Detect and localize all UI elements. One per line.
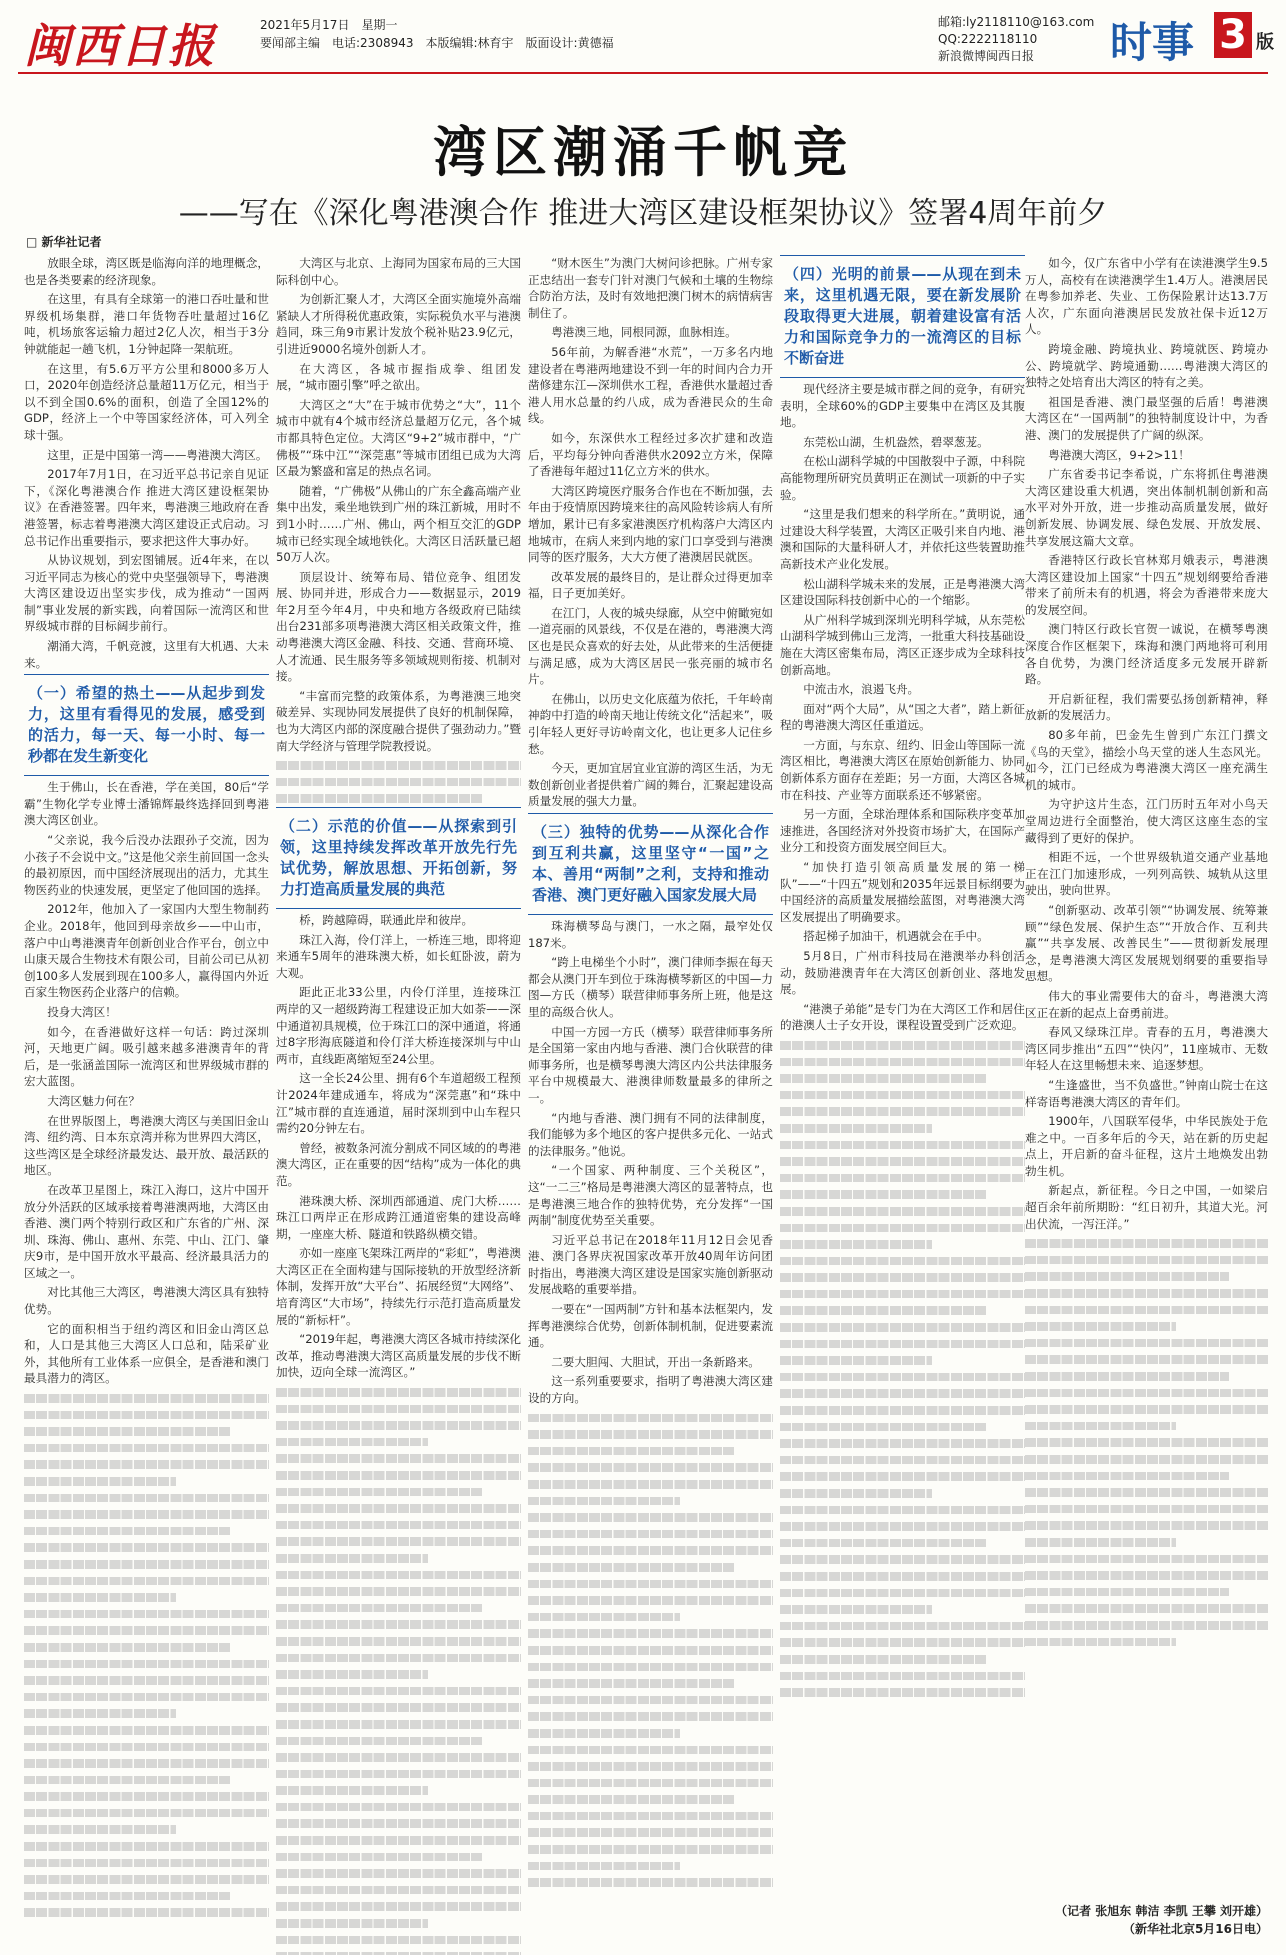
text-line — [1025, 1468, 1229, 1485]
paragraph: 这一全长24公里、拥有6个车道超级工程预计2024年建成通车，将成为“深莞惠”和“珠中江”城市群的直连通道，届时深圳到中山车程只需约20分钟左右。 — [276, 1071, 521, 1136]
text-line — [780, 1120, 932, 1137]
paragraph: 这里，正是中国第一湾——粤港澳大湾区。 — [47, 447, 268, 462]
text-line — [528, 1725, 680, 1742]
text-line — [276, 1882, 521, 1899]
text-line — [276, 1948, 521, 1955]
text-line — [24, 1755, 269, 1772]
paragraph: 它的面积相当于纽约湾区和旧金山湾区总和，人口是其他三大湾区人口总和，陆采矿业外，其他所有工业体系一应俱全，是香港和澳门最具潜力的湾区。 — [24, 1321, 269, 1386]
text-line — [1025, 1534, 1176, 1551]
paragraph: 在松山湖科学城的中国散裂中子源，中科院高能物理所研究员黄明正在测试一项新的中子实验。 — [780, 454, 1025, 502]
text-line — [276, 1749, 521, 1766]
text-line — [276, 1716, 521, 1733]
paragraph: “一个国家、两种制度、三个关税区”，这“一二三”格局是粤港澳大湾区的显著特点，也是粤港澳三地合作的独特优势，充分发挥“一国两制”制度优势至关重要。 — [528, 1163, 773, 1228]
text-line — [1025, 1434, 1268, 1451]
paragraph: 如今，东深供水工程经过多次扩建和改造后，平均每分钟向香港供水2092立方米，保障了香港每年超过11亿立方米的供水。 — [528, 430, 773, 479]
text-line — [24, 1722, 269, 1739]
text-line — [780, 1153, 1025, 1170]
editorial-staff: 要闻部主编 电话:2308943 本版编辑:林育宇 版面设计:黄德福 — [260, 36, 614, 50]
paragraph: 东莞松山湖，生机盎然，碧翠葱茏。 — [803, 434, 989, 449]
paragraph: “港澳子弟能”是专门为在大湾区工作和居住的港澳人士子女开设，课程设置受到广泛欢迎。 — [780, 1001, 1025, 1033]
paragraph: 今天，更加宜居宜业宜游的湾区生活，为无数创新创业者提供着广阔的舞台，汇聚起建设高质量发展的强大力量。 — [528, 761, 773, 809]
issue-date: 2021年5月17日 星期一 — [260, 18, 398, 32]
paragraph: 如今，在香港做好这样一句话：跨过深圳河，天地更广阔。吸引越来越多港澳青年的背后，是一张涵盖国际一流湾区和世界级城市群的宏大蓝图。 — [24, 1024, 269, 1089]
text-line — [780, 1352, 932, 1369]
text-line — [276, 774, 521, 791]
text-line — [780, 1054, 1025, 1071]
dateline-credit: （新华社北京5月16日电） — [1122, 1922, 1268, 1936]
text-line — [24, 1407, 269, 1424]
text-line — [780, 1087, 1025, 1104]
text-line — [528, 1542, 773, 1559]
text-line — [276, 1815, 521, 1832]
text-line — [1025, 1567, 1268, 1584]
text-line — [24, 1656, 269, 1673]
text-line — [780, 1468, 1025, 1485]
text-line — [528, 1692, 773, 1709]
text-line — [276, 1766, 521, 1783]
article-column-4 — [780, 255, 1025, 1701]
text-line — [780, 1585, 1025, 1602]
text-line — [1025, 1285, 1268, 1302]
text-line — [528, 1758, 773, 1775]
text-line — [24, 1622, 269, 1639]
section-heading-2: （二）示范的价值——从探索到引领，这里持续发挥改革开放先行先试优势，解放思想、开拓创新，努力打造高质量发展的典范 — [276, 807, 521, 909]
text-line — [528, 1874, 773, 1891]
text-line — [780, 1518, 1025, 1535]
text-line — [780, 1634, 1025, 1651]
text-line — [780, 1369, 1025, 1386]
paragraph: 珠海横琴岛与澳门，一水之隔，最窄处仅187米。 — [528, 919, 773, 950]
paragraph: 祖国是香港、澳门最坚强的后盾！粤港澳大湾区在“一国两制”的独特制度设计中，为香港、澳门的发展提供了广阔的纵深。 — [1025, 394, 1268, 442]
text-line — [276, 1384, 521, 1401]
text-line — [528, 1858, 680, 1875]
article-headline: 湾区潮涌千帆竞 — [433, 120, 853, 184]
text-line — [276, 1583, 521, 1600]
text-line — [276, 1616, 521, 1633]
paragraph: 大湾区之“大”在于城市优势之“大”，11个城市中就有4个城市经济总量超万亿元，各个城市都具特色定位。大湾区“9+2”城市群中，“广佛极”“珠中江”“深莞惠”等城市团组已成为大湾区最为繁盛和富足的热点名词。 — [276, 397, 521, 479]
text-line — [780, 1452, 1025, 1469]
text-line — [276, 1533, 521, 1550]
text-line — [528, 1742, 773, 1759]
text-line — [276, 1915, 428, 1932]
text-line — [24, 1589, 176, 1606]
paragraph: 从协议规划，到宏图铺展。近4年来，在以习近平同志为核心的党中央坚强领导下，粤港澳大湾区建设迈出坚实步伐，成为推动“一国两制”事业发展的新实践，向着国际一流湾区和世界级城市群的目标阔步前行。 — [24, 553, 269, 634]
paragraph: 1900年，八国联军侵华，中华民族处于危难之中。一百多年后的今天，站在新的历史起点上，开启新的奋斗征程，这片土地焕发出勃勃生机。 — [1025, 1114, 1268, 1178]
text-line — [780, 1502, 1025, 1519]
text-line — [276, 1500, 521, 1517]
paragraph: 广东省委书记李希说，广东将抓住粤港澳大湾区建设重大机遇，突出体制机制创新和高水平对外开放，进一步推动高质量发展，做好创新发展、协调发展、绿色发展、开放发展、共享发展这篇大文章。 — [1025, 467, 1268, 548]
text-line — [24, 1838, 269, 1855]
text-line — [24, 1821, 176, 1838]
text-line — [24, 1523, 230, 1540]
text-line — [780, 1419, 986, 1436]
text-line — [24, 1440, 269, 1457]
text-line — [276, 790, 482, 807]
text-line — [24, 1772, 230, 1789]
article-column-1 — [24, 255, 269, 1921]
text-line — [780, 1137, 1025, 1154]
paragraph: 面对“两个大局”，从“国之大者”，踏上新征程的粤港澳大湾区任重道远。 — [780, 701, 1025, 733]
text-line — [276, 1733, 482, 1750]
text-line — [276, 1484, 482, 1501]
contact-qq: QQ:2222118110 — [938, 32, 1038, 46]
text-line — [24, 1390, 269, 1407]
text-line — [276, 1932, 521, 1949]
text-line — [1025, 1335, 1268, 1352]
text-line — [780, 1551, 1025, 1568]
text-line — [1025, 1517, 1268, 1534]
text-line — [24, 1573, 269, 1590]
text-line — [780, 1220, 1025, 1237]
text-line — [276, 1650, 521, 1667]
article-column-3 — [528, 255, 773, 1891]
text-line — [276, 1467, 521, 1484]
article-subtitle: ——写在《深化粤港澳合作 推进大湾区建设框架协议》签署4周年前夕 — [178, 196, 1108, 231]
paragraph: 桥，跨越障碍，联通此岸和彼岸。 — [299, 913, 474, 927]
text-line — [1025, 1252, 1268, 1269]
paragraph: 如今，仅广东省中小学有在读港澳学生9.5万人，高校有在读港澳学生1.4万人。港澳居民在粤参加养老、失业、工伤保险累计达13.7万人次，广东面向港澳居民发放社保卡近12万人。 — [1025, 256, 1268, 337]
text-line — [276, 1567, 521, 1584]
paragraph: 珠江入海，伶仃洋上，一桥连三地，即将迎来通车5周年的港珠澳大桥，如长虹卧波，蔚为大观。 — [276, 932, 521, 980]
paragraph: 另一方面，全球治理体系和国际秩序变革加速推进，各国经济对外投资市场扩大，在国际产业分工和投资方面发展空间巨大。 — [780, 807, 1025, 855]
text-line — [276, 1898, 521, 1915]
text-line — [780, 1435, 1025, 1452]
text-line — [780, 1684, 1025, 1701]
text-line — [528, 1642, 773, 1659]
text-line — [1025, 1617, 1268, 1634]
paragraph: 2012年，他加入了一家国内大型生物制药企业。2018年，他回到母亲故乡——中山市，落户中山粤港澳青年创新创业合作平台，创立中山康天晟合生物技术有限公司，目前公司已从初创100多人发展到现在100多人，赢得国内外近百家生物医药企业落户的信赖。 — [24, 902, 269, 1000]
text-line — [528, 1824, 773, 1841]
paragraph: 在佛山，以历史文化底蕴为依托，千年岭南神韵中打造的岭南天地让传统文化“活起来”，吸引年轻人更好寻访岭南文化，也让更多人记住乡愁。 — [528, 691, 773, 756]
text-line — [24, 1539, 269, 1556]
text-line — [276, 1799, 521, 1816]
text-line — [528, 1559, 734, 1576]
paragraph: 这一系列重要要求，指明了粤港澳大湾区建设的方向。 — [528, 1374, 773, 1406]
section-heading-1: （一）希望的热土——从起步到发力，这里有看得见的发展，感受到的活力，每一天、每一小时、每一秒都在发生新变化 — [24, 674, 269, 776]
paragraph: 在世界版图上，粤港澳大湾区与美国旧金山湾、纽约湾、日本东京湾并称为世界四大湾区，这些湾区是全球经济最发达、最开放、最活跃的地区。 — [24, 1113, 269, 1178]
text-line — [528, 1659, 773, 1676]
text-line — [276, 1849, 482, 1866]
paragraph: 曾经，被数条河流分割成不同区域的的粤港澳大湾区，正在重要的因“结构”成为一体化的典范。 — [276, 1140, 521, 1188]
paragraph: 春风又绿珠江岸。青春的五月，粤港澳大湾区同步推出“五四”“快闪”，11座城市、无数年轻人在这里畅想未来、追逐梦想。 — [1025, 1025, 1268, 1073]
text-line — [780, 1485, 932, 1502]
text-line — [780, 1568, 1025, 1585]
section-heading-4: （四）光明的前景——从现在到未来，这里机遇无限，要在新发展阶段取得更大进展，朝着建设富有活力和国际竞争力的一流湾区的目标不断奋进 — [780, 255, 1025, 378]
text-line — [276, 1699, 521, 1716]
section-label: 时事 — [1110, 18, 1195, 67]
text-line — [780, 1269, 1025, 1286]
text-line — [1025, 1600, 1268, 1617]
text-line — [528, 1708, 773, 1725]
text-line — [24, 1672, 269, 1689]
text-line — [1025, 1318, 1176, 1335]
text-line — [1025, 1501, 1268, 1518]
text-line — [276, 1782, 428, 1799]
text-line — [780, 1203, 1025, 1220]
paragraph: 澳门特区行政长官贺一诚说，在横琴粤澳深度合作区框架下，珠海和澳门两地将可利用各自优势，为澳门经济适度多元发展开辟新路。 — [1025, 622, 1268, 687]
contact-info — [938, 14, 1094, 65]
text-line — [780, 1186, 986, 1203]
article-signature — [1025, 1902, 1268, 1938]
text-line — [24, 1788, 269, 1805]
paragraph: 5月8日，广州市科技局在港澳举办科创活动，鼓励港澳青年在大湾区创新创业、落地发展。 — [780, 949, 1025, 997]
text-line — [528, 1443, 734, 1460]
text-line — [780, 1103, 1025, 1120]
text-line — [276, 1517, 521, 1534]
article-column-5 — [1025, 255, 1268, 1650]
paragraph: “这里是我们想来的科学所在。”黄明说，通过建设大科学装置，大湾区正吸引来自内地、港澳和国际的大量科研人才，并依托这些装置助推高新技术产业化发展。 — [780, 507, 1025, 571]
paragraph: 放眼全球，湾区既是临海向洋的地理概念，也是各类要素的经济现象。 — [24, 256, 269, 287]
paragraph: 一要在“一国两制”方针和基本法框架内，发挥粤港澳综合优势，创新体制机制，促进要素流通。 — [528, 1302, 773, 1350]
paragraph: 56年前，为解香港“水荒”，一万多名内地建设者在粤港两地建设不到一年的时间内合力开凿修建东江—深圳供水工程，香港供水量超过香港人用水总量的约八成，成为香港民众的生命线。 — [528, 344, 773, 426]
text-line — [24, 1739, 269, 1756]
paragraph: 跨境金融、跨境执业、跨境就医、跨境办公、跨境就学、跨境通勤……粤港澳大湾区的独特之处培育出大湾区的特有之美。 — [1025, 341, 1268, 390]
text-line — [1025, 1418, 1176, 1435]
paragraph: 亦如一座座飞架珠江两岸的“彩虹”，粤港澳大湾区正在全面构建与国际接轨的开放型经济新体制，发挥开放“大平台”、拓展经贸“大网络”、培育湾区“大市场”，持续先行示范打造高质量发展的“新标杆”。 — [276, 1246, 521, 1327]
text-line — [528, 1426, 773, 1443]
contact-email: 邮箱:ly2118110@163.com — [938, 15, 1095, 29]
text-line — [1025, 1368, 1229, 1385]
text-line — [276, 1434, 428, 1451]
text-line — [24, 1506, 269, 1523]
paragraph: 改革发展的最终目的，是让群众过得更加幸福，日子更加美好。 — [528, 569, 773, 601]
paragraph: 在江门，人夜的城央绿廊，从空中俯瞰宛如一道亮丽的风景线，不仅是在港的，粤港澳大湾区也是民众喜欢的好去处，从此带来的生活便捷与满足感，成为大湾区居民一张亮丽的城市名片。 — [528, 605, 773, 687]
paragraph: 习近平总书记在2018年11月12日会见香港、澳门各界庆祝国家改革开放40周年访问团时指出，粤港澳大湾区建设是国家实施创新驱动发展战略的重要举措。 — [528, 1232, 773, 1297]
text-line — [528, 1625, 773, 1642]
paragraph: “创新驱动、改革引领”“协调发展、统筹兼顾”“绿色发展、保护生态”“开放合作、互利共赢”“共享发展、改善民生”——贯彻新发展理念，是粤港澳大湾区发展规划纲要的重要指导思想。 — [1025, 902, 1268, 984]
text-line — [24, 1606, 269, 1623]
paragraph: “财木医生”为澳门大树问诊把脉。广州专家正忠结出一套专门针对澳门气候和土壤的生物综合防治方法，及时有效地把澳门树木的病情病害制住了。 — [528, 256, 773, 320]
text-line — [276, 757, 521, 774]
paragraph: 生于佛山，长在香港，学在美国，80后“学霸”生物化学专业博士潘锦辉最终选择回到粤港澳大湾区创业。 — [24, 780, 269, 828]
paragraph: 二要大胆闯、大胆试，开出一条新路来。 — [551, 1354, 760, 1369]
paragraph: “丰富而完整的政策体系，为粤港澳三地突破差异、实现协同发展提供了良好的机制保障，也为大湾区内部的深度融合提供了强劲动力。”暨南大学经济与管理学院教授说。 — [276, 688, 521, 753]
text-line — [276, 1832, 521, 1849]
text-line — [1025, 1302, 1268, 1319]
section-heading-3: （三）独特的优势——从深化合作到互利共赢，这里坚守“一国”之本、善用“两制”之利，支持和推动香港、澳门更好融入国家发展大局 — [528, 813, 773, 915]
paragraph: 在大湾区，各城市握指成拳、组团发展，“城市圈引擎”呼之欲出。 — [276, 361, 521, 393]
paragraph: 粤港澳大湾区，9+2>11！ — [1048, 447, 1190, 462]
paragraph: 在这里，有具有全球第一的港口吞吐量和世界级机场集群，港口年货物吞吐量超过16亿吨，机场旅客运输力超过2亿人次，相当于3分钟就能起一趟飞机，1分钟起降一架航班。 — [24, 292, 269, 356]
paragraph: 2017年7月1日，在习近平总书记亲自见证下，《深化粤港澳合作 推进大湾区建设框架协议》在香港签署。四年来，粤港澳三地政府在香港签署，标志着粤港澳大湾区建设正式启动。习总书记作出重要指示，要求把这件大事办好。 — [24, 467, 269, 548]
paragraph: 港珠澳大桥、深圳西部通道、虎门大桥……珠江口两岸正在形成跨江通道密集的建设高峰期，一座座大桥、隧道和铁路纵横交错。 — [276, 1193, 521, 1241]
text-line — [528, 1526, 773, 1543]
text-line — [276, 1633, 521, 1650]
paragraph: 大湾区魅力何在？ — [47, 1093, 140, 1108]
text-line — [1025, 1451, 1268, 1468]
text-line — [276, 1417, 521, 1434]
paragraph: 80多年前，巴金先生曾到广东江门撰文《鸟的天堂》，描绘小鸟天堂的迷人生态风光。如今，江门已经成为粤港澳大湾区一座充满生机的城市。 — [1025, 728, 1268, 792]
text-line — [780, 1402, 1025, 1419]
paragraph: “内地与香港、澳门拥有不同的法律制度，我们能够为多个地区的客户提供多元化、一站式的法律服务。”他说。 — [528, 1110, 773, 1158]
paragraph: 顶层设计、统筹布局、错位竞争、组团发展、协同并进，形成合力——数据显示，2019年2月至今年4月，中央和地方各级政府已陆续出台231部多项粤港澳大湾区相关政策文件，推动粤港澳大湾区金融、科技、交通、营商环境、人才流通、民生服务等多领域规则衔接、机制对接。 — [276, 569, 521, 684]
paragraph: 大湾区与北京、上海同为国家布局的三大国际科创中心。 — [276, 256, 521, 287]
text-line — [528, 1410, 773, 1427]
paragraph: 粤港澳三地，同根同源，血脉相连。 — [551, 325, 737, 340]
paragraph: 距此正北33公里，内伶仃洋里，连接珠江两岸的又一超级跨海工程建设正加大如荼——深中通道初具规模，位于珠江口的深中通道，将通过8字形海底隧道和伶仃洋大桥连接深圳与中山两市，直线距离缩短至24公里。 — [276, 985, 521, 1066]
text-line — [1025, 1235, 1268, 1252]
paragraph: “跨上电梯坐个小时”，澳门律师李振在每天都会从澳门开车到位于珠海横琴新区的中国—力图—方氏（横琴）联营律师事务所上班，他是这里的高级合伙人。 — [528, 955, 773, 1019]
paragraph: 随着，“广佛极”从佛山的广东全鑫高端产业集中出发，乘坐地铁到广州的珠江新城，用时不到1小时……广州、佛山，两个相互交汇的GDP城市已经实现全域地铁化。大湾区日活跃量已超50万人次。 — [276, 483, 521, 565]
contact-weibo: 新浪微博闽西日报 — [938, 49, 1035, 63]
text-line — [1025, 1484, 1268, 1501]
text-line — [528, 1609, 680, 1626]
text-line — [276, 1683, 521, 1700]
text-line — [528, 1841, 773, 1858]
text-line — [1025, 1634, 1176, 1651]
text-line — [1025, 1385, 1268, 1402]
text-line — [780, 1236, 932, 1253]
paragraph: 中国一方园一方氏（横琴）联营律师事务所是全国第一家由内地与香港、澳门合伙联营的律师事务所，也是横琴粤澳大湾区内公共法律服务平台中规模最大、港澳律师数量最多的律所之一。 — [528, 1024, 773, 1105]
text-line — [276, 1600, 482, 1617]
paragraph: 为创新汇聚人才，大湾区全面实施境外高端紧缺人才所得税优惠政策，实际税负水平与港澳趋同，珠三角9市累计发放个税补贴23.9亿元，引进近9000名境外创新人才。 — [276, 292, 521, 356]
text-line — [24, 1689, 269, 1706]
text-line — [24, 1556, 269, 1573]
text-line — [528, 1808, 773, 1825]
paragraph: 在改革卫星图上，珠江入海口，这片中国开放分外活跃的区域承接着粤港澳两地，大湾区由香港、澳门两个特别行政区和广东省的广州、深圳、珠海、佛山、惠州、东莞、中山、江门、肇庆9市，是中国开放水平最高、经济最具活力的区域之一。 — [24, 1182, 269, 1280]
text-line — [1025, 1351, 1268, 1368]
text-line — [528, 1592, 773, 1609]
text-line — [780, 1668, 1025, 1685]
paragraph: 松山湖科学城未来的发展，正是粤港澳大湾区建设国际科技创新中心的一个缩影。 — [780, 576, 1025, 608]
paragraph: 香港特区行政长官林郑月娥表示，粤港澳大湾区建设加上国家“十四五”规划纲要给香港带来了前所未有的机遇，将会为香港带来庞大的发展空间。 — [1025, 553, 1268, 617]
masthead — [18, 10, 1274, 74]
text-line — [528, 1509, 773, 1526]
paragraph: 为守护这片生态，江门历时五年对小鸟天堂周边进行全面整治，使大湾区这座生态的宝藏得到了更好的保护。 — [1025, 797, 1268, 845]
text-line — [780, 1286, 1025, 1303]
paragraph: 一方面，与东京、纽约、旧金山等国际一流湾区相比，粤港澳大湾区在原始创新能力、协同创新体系方面存在差距；另一方面，大湾区各城市在科技、产业等方面联系还不够紧密。 — [780, 737, 1025, 802]
page-number-badge: 3 — [1214, 12, 1252, 58]
paragraph: 现代经济主要是城市群之间的竞争，有研究表明，全球60%的GDP主要集中在湾区及其腹地。 — [780, 382, 1025, 430]
text-line — [780, 1302, 986, 1319]
text-line — [780, 1170, 1025, 1187]
paragraph: 对比其他三大湾区，粤港澳大湾区具有独特优势。 — [24, 1285, 269, 1317]
text-line — [276, 1666, 428, 1683]
text-line — [528, 1493, 680, 1510]
text-line — [24, 1904, 269, 1921]
paragraph: “2019年起，粤港澳大湾区各城市持续深化改革，推动粤港澳大湾区高质量发展的步伐不断加快，迈向全球一流湾区。” — [276, 1332, 521, 1380]
text-line — [780, 1319, 1025, 1336]
text-line — [528, 1675, 734, 1692]
text-line — [780, 1535, 986, 1552]
text-line — [24, 1855, 269, 1872]
reporter-credit: （记者 张旭东 韩洁 李凯 王攀 刘开雄） — [1055, 1904, 1268, 1918]
text-line — [24, 1473, 176, 1490]
text-line — [276, 1865, 521, 1882]
paragraph: 潮涌大湾，千帆竞渡，这里有大机遇、大未来。 — [24, 639, 269, 670]
text-line — [24, 1456, 269, 1473]
text-line — [528, 1476, 773, 1493]
text-line — [276, 1550, 428, 1567]
text-line — [780, 1618, 1025, 1635]
text-line — [24, 1639, 230, 1656]
text-line — [24, 1490, 269, 1507]
paragraph: “加快打造引领高质量发展的第一梯队”——“十四五”规划和2035年远景目标纲要为中国经济的高质量发展描绘蓝图，对粤港澳大湾区发展提出了明确要求。 — [780, 860, 1025, 924]
newspaper-logo: 闽西日报 — [24, 19, 216, 73]
paragraph: 投身大湾区！ — [47, 1004, 117, 1019]
text-line — [1025, 1401, 1268, 1418]
text-line — [780, 1037, 1025, 1054]
text-line — [276, 1450, 521, 1467]
text-line — [780, 1336, 1025, 1353]
paragraph: “生逢盛世，当不负盛世。”钟南山院士在这样寄语粤港澳大湾区的青年们。 — [1025, 1077, 1268, 1109]
text-line — [24, 1888, 230, 1905]
text-line — [528, 1791, 734, 1808]
paragraph: 搭起梯子加油干，机遇就会在手中。 — [803, 929, 989, 944]
paragraph: 在这里，有5.6万平方公里和8000多万人口，2020年创造经济总量超11万亿元，相当于以不到全国0.6%的面积，创造了全国12%的GDP，经济上一个中等国家经济体，可入列全球十强。 — [24, 361, 269, 442]
paragraph: 从广州科学城到深圳光明科学城，从东莞松山湖科学城到佛山三龙湾，一批重大科技基础设施在大湾区密集布局，湾区正逐步成为全球科技创新高地。 — [780, 612, 1025, 677]
paragraph: 相距不远，一个世界级轨道交通产业基地正在江门加速形成，一列列高铁、城轨从这里驶出，驶向世界。 — [1025, 850, 1268, 898]
text-line — [528, 1775, 773, 1792]
text-line — [24, 1705, 176, 1722]
text-line — [24, 1805, 269, 1822]
text-line — [780, 1601, 932, 1618]
text-line — [24, 1423, 230, 1440]
text-line — [1025, 1268, 1229, 1285]
paragraph: 大湾区跨境医疗服务合作也在不断加强，去年由于疫情原因跨境来往的高风险转诊病人有所增加，累计已有多家港澳医疗机构落户大湾区内地城市，在病人来到内地的家门口享受到与港澳同等的医疗服务，大大方便了港澳居民就医。 — [528, 483, 773, 565]
text-line — [24, 1871, 269, 1888]
text-line — [780, 1385, 1025, 1402]
paragraph: “父亲说，我今后没办法跟孙子交流，因为小孩子不会说中文。”这是他父亲生前回国一念头的最初原因，而中国经济展现出的活力，尤其生物医药业的快速发展，更坚定了他回国的选择。 — [24, 833, 269, 897]
text-line — [276, 1401, 521, 1418]
text-line — [528, 1576, 773, 1593]
paragraph: 中流击水，浪遏飞舟。 — [803, 682, 920, 697]
text-line — [528, 1459, 773, 1476]
paragraph: 开启新征程，我们需要弘扬创新精神，释放新的发展活力。 — [1025, 691, 1268, 723]
paragraph: 伟大的事业需要伟大的奋斗，粤港澳大湾区正在新的起点上奋勇前进。 — [1025, 988, 1268, 1020]
text-line — [780, 1253, 1025, 1270]
paragraph: 新起点，新征程。今日之中国，一如梁启超百余年前所期盼：“红日初升，其道大光。河出伏流，一泻汪洋。” — [1025, 1183, 1268, 1231]
article-column-2 — [276, 255, 521, 1955]
page-unit: 版 — [1256, 32, 1274, 53]
text-line — [780, 1070, 986, 1087]
text-line — [780, 1651, 986, 1668]
byline: □ 新华社记者 — [26, 235, 102, 249]
text-line — [1025, 1584, 1229, 1601]
text-line — [1025, 1551, 1268, 1568]
